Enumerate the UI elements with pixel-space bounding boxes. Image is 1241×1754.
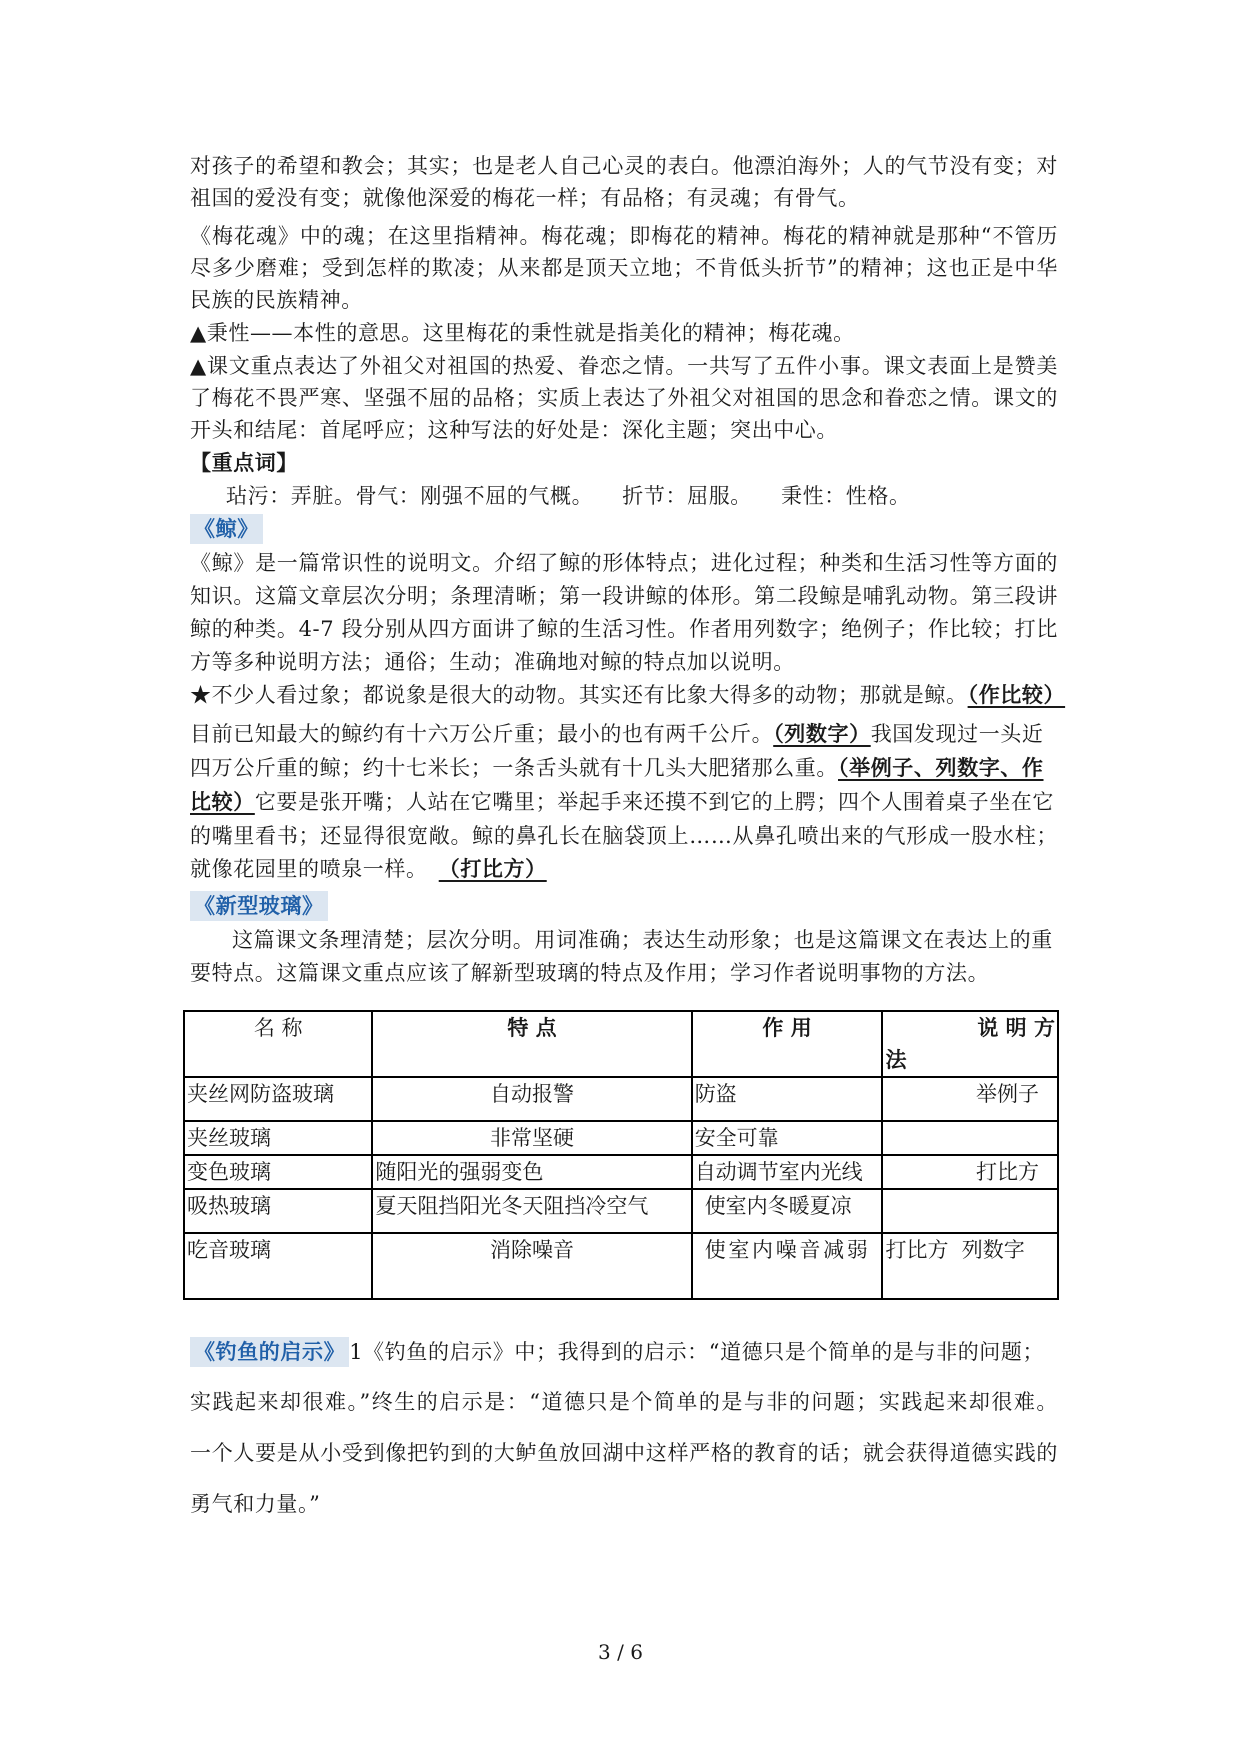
table-cell: 吃音玻璃 xyxy=(184,1233,372,1299)
keywords-heading: 【重点词】 xyxy=(190,450,298,475)
section-title-glass xyxy=(190,890,328,922)
table-cell: 非常坚硬 xyxy=(372,1121,691,1155)
fishing-title: 《钓鱼的启示》 xyxy=(190,1337,349,1367)
method-mark: （作比较） xyxy=(967,682,1066,707)
table-cell: 安全可靠 xyxy=(692,1121,883,1155)
paragraph-line: 一个人要是从小受到像把钓到的大鲈鱼放回湖中这样严格的教育的话；就会获得道德实践的 xyxy=(190,1441,1058,1465)
table-row xyxy=(184,1121,1058,1155)
paragraph-line: 鲸的种类。4-7 段分别从四方面讲了鲸的生活习性。作者用列数字；绝例子；作比较；打比 xyxy=(190,617,1058,641)
paragraph-line: 祖国的爱没有变；就像他深爱的梅花一样；有品格；有灵魂；有骨气。 xyxy=(190,186,860,210)
paragraph-line xyxy=(190,853,547,885)
whale-example-text: 它要是张开嘴；人站在它嘴里；举起手来还摸不到它的上腭；四个人围着桌子坐在它 xyxy=(254,790,1055,814)
paragraph-line xyxy=(190,786,1054,818)
whale-example-text: 四万公斤重的鲸；约十七米长；一条舌头就有十几头大肥猪那么重。 xyxy=(190,756,838,780)
paragraph-line: 这篇课文条理清楚；层次分明。用词准确；表达生动形象；也是这篇课文在表达上的重 xyxy=(232,928,1053,952)
table-header-row xyxy=(184,1011,1058,1077)
table-row xyxy=(184,1155,1058,1189)
table-header-cell: 特 点 xyxy=(372,1011,691,1077)
whale-title: 《鲸》 xyxy=(190,514,263,544)
table-header-cell: 名 称 xyxy=(184,1011,372,1077)
table-header-cell: 说 明 方 法 xyxy=(882,1011,1058,1077)
table-header-cell: 作 用 xyxy=(692,1011,883,1077)
table-cell: 吸热玻璃 xyxy=(184,1189,372,1233)
whale-example-text: 目前已知最大的鲸约有十六万公斤重；最小的也有两千公斤。 xyxy=(190,722,774,746)
whale-example-text: 就像花园里的喷泉一样。 xyxy=(190,857,428,881)
paragraph-line: ▲秉性——本性的意思。这里梅花的秉性就是指美化的精神；梅花魂。 xyxy=(190,321,855,345)
keywords-line: 玷污：弄脏。骨气：刚强不屈的气概。 折节：屈服。 秉性：性格。 xyxy=(226,484,911,508)
table-cell: 防盗 xyxy=(692,1077,883,1121)
paragraph-line: 勇气和力量。” xyxy=(190,1492,321,1516)
table-cell xyxy=(882,1121,1058,1155)
paragraph-line: 实践起来却很难。”终生的启示是：“道德只是个简单的是与非的问题；实践起来却很难。 xyxy=(190,1390,1058,1414)
paragraph-line xyxy=(190,752,1044,784)
page-number: 3 / 6 xyxy=(598,1640,643,1664)
table-cell: 打比方 xyxy=(882,1155,1058,1189)
method-mark: 比较） xyxy=(190,789,255,814)
paragraph-line: 尽多少磨难；受到怎样的欺凌；从来都是顶天立地；不肯低头折节”的精神；这也正是中华 xyxy=(190,256,1058,280)
method-mark: （列数字） xyxy=(773,721,871,746)
table-row xyxy=(184,1233,1058,1299)
table-cell: 随阳光的强弱变色 xyxy=(372,1155,691,1189)
table-cell: 夏天阻挡阳光冬天阻挡冷空气 xyxy=(372,1189,691,1233)
table-cell: 变色玻璃 xyxy=(184,1155,372,1189)
glass-title: 《新型玻璃》 xyxy=(190,891,328,921)
paragraph-line xyxy=(190,1336,1044,1368)
paragraph-line: ▲课文重点表达了外祖父对祖国的热爱、眷恋之情。一共写了五件小事。课文表面上是赞美 xyxy=(190,354,1058,378)
table-cell: 自动调节室内光线 xyxy=(692,1155,883,1189)
paragraph-line: 要特点。这篇课文重点应该了解新型玻璃的特点及作用；学习作者说明事物的方法。 xyxy=(190,961,990,985)
paragraph-line: 对孩子的希望和教会；其实；也是老人自己心灵的表白。他漂泊海外；人的气节没有变；对 xyxy=(190,154,1058,178)
paragraph-line: 了梅花不畏严寒、坚强不屈的品格；实质上表达了外祖父对祖国的思念和眷恋之情。课文的 xyxy=(190,386,1058,410)
paragraph-line xyxy=(190,679,1065,711)
whale-example-text: 我国发现过一头近 xyxy=(870,722,1044,746)
paragraph-line: 民族的民族精神。 xyxy=(190,288,363,312)
paragraph-line: 开头和结尾：首尾呼应；这种写法的好处是：深化主题；突出中心。 xyxy=(190,418,838,442)
paragraph-line: 知识。这篇文章层次分明；条理清晰；第一段讲鲸的体形。第二段鲸是哺乳动物。第三段讲 xyxy=(190,584,1058,608)
whale-example-text: ★不少人看过象；都说象是很大的动物。其实还有比象大得多的动物；那就是鲸。 xyxy=(190,683,968,707)
paragraph-line: 《鲸》是一篇常识性的说明文。介绍了鲸的形体特点；进化过程；种类和生活习性等方面的 xyxy=(190,551,1058,575)
paragraph-line: 方等多种说明方法；通俗；生动；准确地对鲸的特点加以说明。 xyxy=(190,650,795,674)
table-row xyxy=(184,1189,1058,1233)
table-cell: 自动报警 xyxy=(372,1077,691,1121)
table-row xyxy=(184,1077,1058,1121)
table-cell: 打比方 列数字 xyxy=(882,1233,1058,1299)
method-mark: （举例子、列数字、作 xyxy=(838,755,1044,780)
table-cell: 消除噪音 xyxy=(372,1233,691,1299)
paragraph-line xyxy=(190,718,1044,750)
table-cell xyxy=(882,1189,1058,1233)
table-cell: 举例子 xyxy=(882,1077,1058,1121)
paragraph-line: 的嘴里看书；还显得很宽敞。鲸的鼻孔长在脑袋顶上……从鼻孔喷出来的气形成一股水柱； xyxy=(190,824,1058,848)
paragraph-line: 《梅花魂》中的魂；在这里指精神。梅花魂；即梅花的精神。梅花的精神就是那种“不管历 xyxy=(190,224,1058,248)
fishing-text: 1《钓鱼的启示》中；我得到的启示：“道德只是个简单的是与非的问题； xyxy=(349,1340,1045,1364)
glass-table xyxy=(183,1010,1059,1300)
table-cell: 使 室 内 噪 音 减 弱 xyxy=(692,1233,883,1299)
table-cell: 夹丝玻璃 xyxy=(184,1121,372,1155)
method-mark: （打比方） xyxy=(438,856,547,881)
table-cell: 夹丝网防盗玻璃 xyxy=(184,1077,372,1121)
section-title-whale xyxy=(190,513,263,545)
table-cell: 使室内冬暖夏凉 xyxy=(692,1189,883,1233)
